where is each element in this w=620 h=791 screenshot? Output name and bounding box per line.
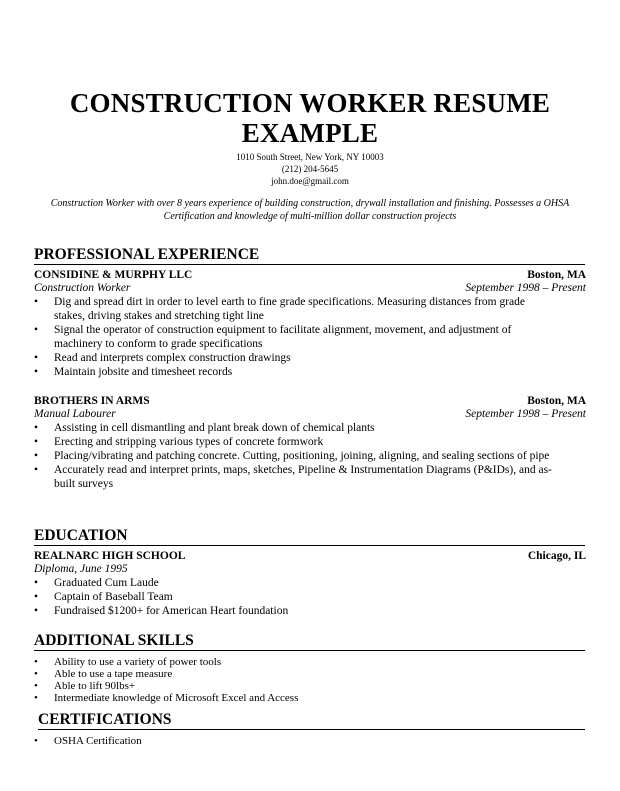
phone: (212) 204-5645 [281,164,339,174]
professional-summary: Construction Worker with over 8 years experience of building construction, drywall installation and finishing. Possesses a OHSA Certification and knowledge of multi-million dollar construction projects [50,198,570,222]
title-line-1: CONSTRUCTION WORKER RESUME [69,88,551,118]
school-location: Chicago, IL [527,550,586,562]
email: john.doe@gmail.com [271,176,349,186]
list-item: • Captain of Baseball Team [34,590,554,604]
list-item: • Signal the operator of construction equipment to facilitate alignment, movement, and adjustment of machinery to conform to grade specifications [34,323,554,351]
section-heading-experience: PROFESSIONAL EXPERIENCE [34,246,585,265]
job-dates: September 1998 – Present [465,282,586,294]
list-item: • Accurately read and interpret prints, maps, sketches, Pipeline & Instrumentation Diagrams (P&IDs), and as-built surveys [34,463,554,491]
list-item: • Able to use a tape measure [34,668,554,680]
job-location: Boston, MA [527,269,586,281]
list-item: • Able to lift 90lbs+ [34,680,554,692]
list-item: • Maintain jobsite and timesheet records [34,365,554,379]
list-item: • OSHA Certification [34,735,554,747]
job-duties-list [34,421,554,491]
list-item: • Fundraised $1200+ for American Heart foundation [34,604,554,618]
resume-title [0,88,620,148]
section-heading-skills: ADDITIONAL SKILLS [34,632,585,651]
job-location: Boston, MA [527,395,586,407]
list-item: • Erecting and stripping various types of concrete formwork [34,435,554,449]
job-dates: September 1998 – Present [465,408,586,420]
certifications-list [34,735,554,747]
address: 1010 South Street, New York, NY 10003 [236,152,384,162]
section-heading-education: EDUCATION [34,527,585,546]
company-name: CONSIDINE & MURPHY LLC [34,269,193,281]
list-item: • Assisting in cell dismantling and plant break down of chemical plants [34,421,554,435]
diploma: Diploma, June 1995 [34,563,128,575]
list-item: • Intermediate knowledge of Microsoft Excel and Access [34,692,554,704]
school-name: REALNARC HIGH SCHOOL [34,550,186,562]
list-item: • Placing/vibrating and patching concrete. Cutting, positioning, joining, aligning, and sealing sections of pipe [34,449,554,463]
list-item: • Dig and spread dirt in order to level earth to fine grade specifications. Measuring distances from grade stakes, driving stakes and stretching tight line [34,295,554,323]
list-item: • Read and interprets complex construction drawings [34,351,554,365]
section-heading-certifications: CERTIFICATIONS [38,711,585,730]
list-item: • Ability to use a variety of power tools [34,656,554,668]
education-list [34,576,554,618]
job-role: Construction Worker [34,282,131,294]
title-line-2: EXAMPLE [241,118,379,148]
skills-list [34,656,554,704]
job-duties-list [34,295,554,379]
job-role: Manual Labourer [34,408,116,420]
list-item: • Graduated Cum Laude [34,576,554,590]
company-name: BROTHERS IN ARMS [34,395,150,407]
